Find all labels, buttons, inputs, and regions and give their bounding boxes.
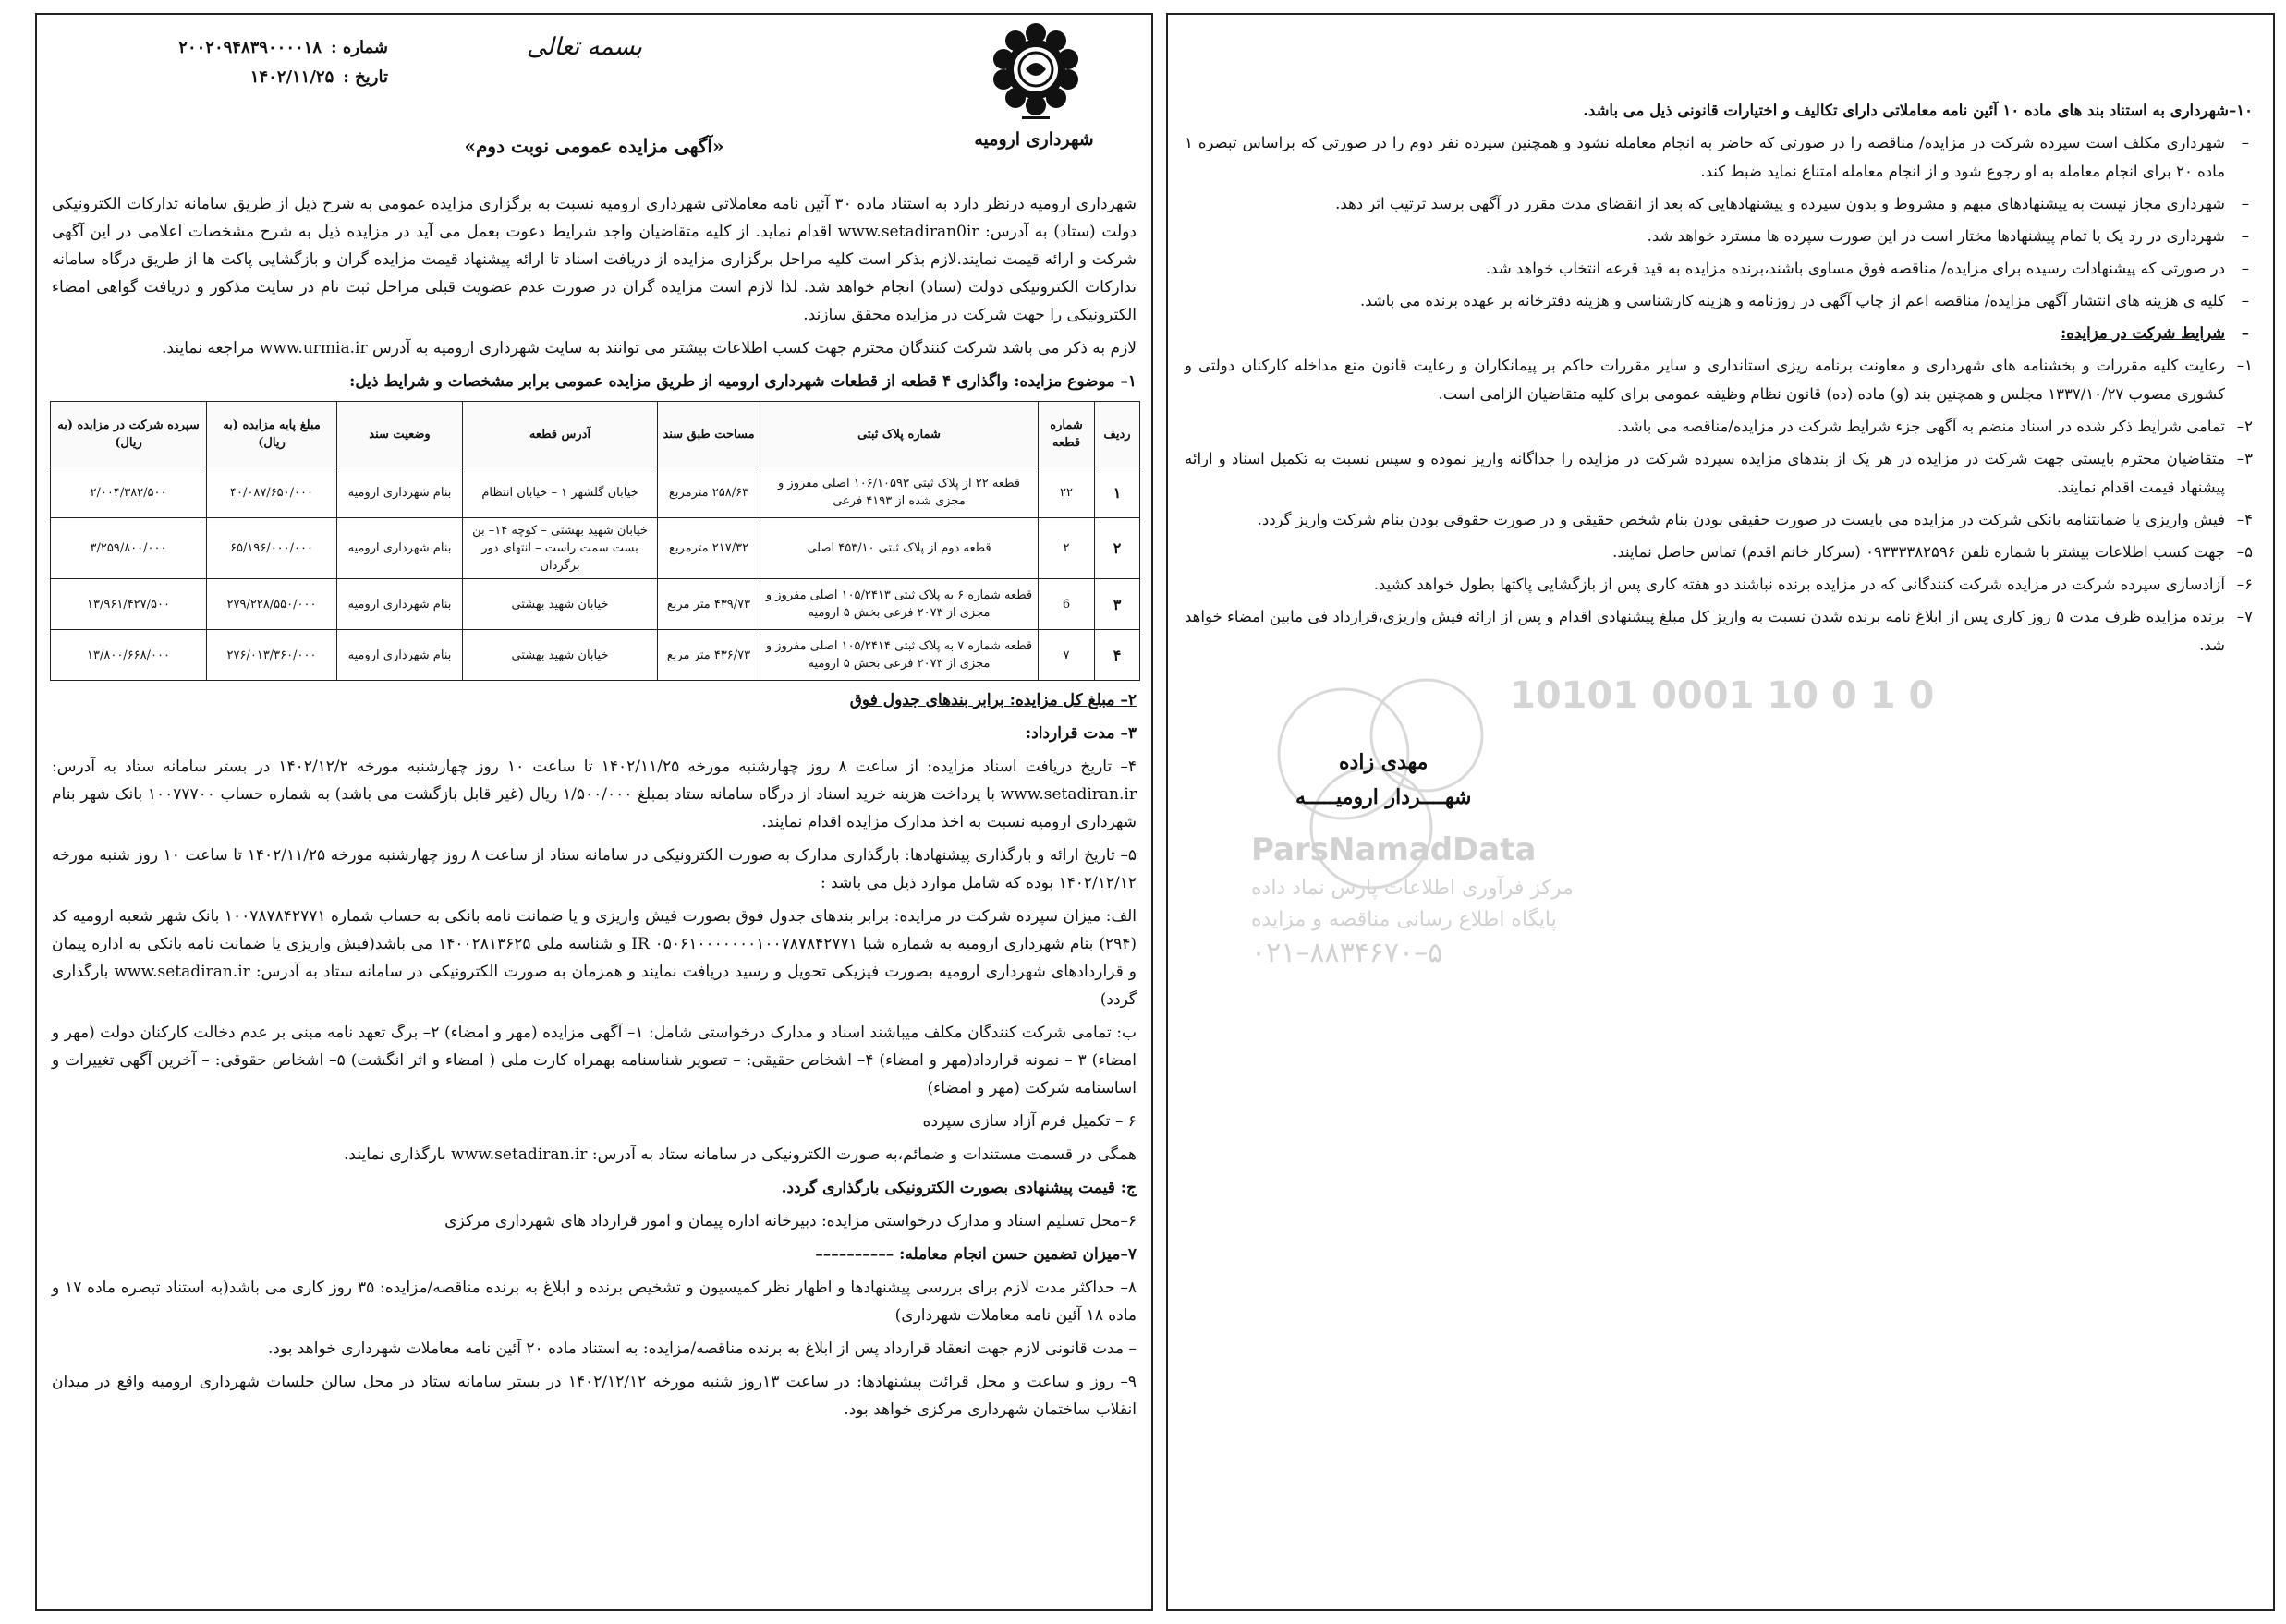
- condition-number: ۷–: [2236, 608, 2253, 625]
- col-deed-status: وضعیت سند: [337, 402, 463, 467]
- cell-row: ۱: [1095, 467, 1140, 518]
- condition-text: فیش واریزی یا ضمانتنامه بانکی شرکت در مزایده می بایست در صورت حقیقی بودن بنام شخص حقیقی و در صورت حقوقی بودن بنام شرکت واریز گردد.: [1257, 511, 2225, 528]
- auction-notice-page-2: [1166, 13, 2275, 1611]
- date-value: ۱۴۰۲/۱۱/۲۵: [249, 67, 334, 87]
- condition-text: آزادسازی سپرده شرکت در مزایده شرکت کنندگانی که در مزایده برنده نباشند دو هفته کاری پس از بازگشایی پاکتها بطول خواهد کشید.: [1373, 576, 2225, 593]
- duty-item: – شهرداری مجاز نیست به پیشنهادهای مبهم و مشروط و بدون سپرده و پیشنهادهایی که بعد از انقضای مدت مقرر در آگهی برسد ترتیب اثر دهد.: [1185, 189, 2253, 218]
- duty-item: – شهرداری مکلف است سپرده شرکت در مزایده/ مناقصه را در صورتی که حاضر به انجام معامله نشود و همچنین سپرده نفر دوم را در صورتی که براساس تبصره ۱ ماده ۲۰ برای انجام معامله به او رجوع شود و از انجام معامله امتناع نماید ضبط کند.: [1185, 128, 2253, 186]
- cell-registry-plate: قطعه ۲۲ از پلاک ثبتی ۱۰۶/۱۰۵۹۳ اصلی مفروز و مجزی شده از ۴۱۹۳ فرعی: [760, 467, 1039, 518]
- municipality-logo-icon: [985, 20, 1087, 131]
- condition-text: برنده مزایده ظرف مدت ۵ روز کاری پس از ابلاغ نامه برنده شدن نسبت به واریز کل مبلغ پیشنهادی اقدام و پس از ارائه فیش واریزی،قرارداد فی مابین امضاء خواهد شد.: [1185, 608, 2226, 654]
- clause-4-document-receipt: ۴– تاریخ دریافت اسناد مزایده: از ساعت ۸ روز چهارشنبه مورخه ۱۴۰۲/۱۱/۲۵ تا ساعت ۱۰ روز چهارشنبه مورخه ۱۴۰۲/۱۲/۲ در بستر سامانه ستاد به آدرس: www.setadiran.ir با پرداخت هزینه خرید اسناد از درگاه سامانه ستاد بمبلغ ۱/۵۰۰/۰۰۰ ریال (غیر قابل بازگشت می باشد) به شماره حساب ۱۰۰۷۷۷۰۰ بانک شهر بنام شهرداری ارومیه نسبت به اخذ مدارک مزایده اقدام نمایند.: [52, 757, 1137, 831]
- condition-item: [1185, 412, 2253, 441]
- bismillah-heading: بسمه تعالی: [527, 33, 642, 61]
- auction-items-table: [50, 401, 1140, 681]
- municipality-name: شهرداری ارومیه: [974, 129, 1094, 150]
- clause-10-heading: ۱۰–شهرداری به استناد بند های ماده ۱۰ آئین نامه معاملاتی دارای تکالیف و اختیارات قانونی ذیل می باشد.: [1583, 102, 2253, 119]
- parsnamad-watermark: [1233, 652, 1935, 985]
- col-base-price: مبلغ پایه مزایده (به ریال): [207, 402, 337, 467]
- condition-item: [1185, 602, 2253, 660]
- cell-area: ۲۵۸/۶۳ مترمربع: [658, 467, 760, 518]
- col-area: مساحت طبق سند: [658, 402, 760, 467]
- number-value: ۲۰۰۲۰۹۴۸۳۹۰۰۰۰۱۸: [178, 38, 322, 57]
- cell-row: ۳: [1095, 579, 1140, 630]
- condition-item: [1185, 351, 2253, 408]
- cell-row: ۴: [1095, 630, 1140, 681]
- notice-clauses: [37, 686, 1151, 1424]
- cell-deed-status: بنام شهرداری ارومیه: [337, 518, 463, 579]
- clause-5-submission: ۵– تاریخ ارائه و بارگذاری پیشنهادها: بارگذاری مدارک به صورت الکترونیکی در سامانه ستاد از ساعت ۸ روز چهارشنبه مورخه ۱۴۰۲/۱۱/۲۵ تا ساعت ۱۰ روز شنبه مورخه ۱۴۰۲/۱۲/۱۲ بوده که شامل موارد ذیل می باشد :: [52, 846, 1137, 892]
- clause-5b-upload: همگی در قسمت مستندات و ضمائم،به صورت الکترونیکی در سامانه ستاد به آدرس: www.setadiran.ir بارگذاری نمایند.: [344, 1145, 1137, 1164]
- watermark-phone: ۰۲۱–۸۸۳۴۶۷۰–۵: [1251, 937, 1443, 969]
- condition-number: ۳–: [2236, 450, 2253, 467]
- notice-title: «آگهی مزایده عمومی نوبت دوم»: [464, 135, 724, 157]
- cell-plot-no: ۲۲: [1039, 467, 1095, 518]
- condition-item: [1185, 444, 2253, 502]
- condition-item: [1185, 538, 2253, 566]
- clause-6-delivery-place: ۶–محل تسلیم اسناد و مدارک درخواستی مزایده: دبیرخانه اداره پیمان و امور قرارداد های شهرداری مرکزی: [444, 1212, 1137, 1230]
- condition-text: رعایت کلیه مقررات و بخشنامه های شهرداری و معاونت برنامه ریزی استانداری و سایر مقررات حاکم بر پیمانکاران و رعایت قانون منع مداخله کارکنان دولتی و کشوری مصوب ۱۳۳۷/۱۰/۲۷ مجلس و همچنین بند (و) ماده (ده) قانون نظام وظیفه عمومی برای کلیه متقاضیان الزامی است.: [1185, 357, 2225, 403]
- signer-title: شهــــردار ارومیـــــه: [1295, 785, 1472, 809]
- notice-continuation: [1168, 15, 2273, 660]
- conditions-heading: – شرایط شرکت در مزایده:: [1185, 319, 2253, 347]
- cell-plot-no: ۷: [1039, 630, 1095, 681]
- clause-7-guarantee: ۷–میزان تضمین حسن انجام معامله: ––––––––––: [815, 1245, 1137, 1264]
- cell-registry-plate: قطعه شماره ۶ به پلاک ثبتی ۱۰۵/۲۴۱۳ اصلی مفروز و مجزی از ۲۰۷۳ فرعی بخش ۵ ارومیه: [760, 579, 1039, 630]
- cell-registry-plate: قطعه شماره ۷ به پلاک ثبتی ۱۰۵/۲۴۱۴ اصلی مفروز و مجزی از ۲۰۷۳ فرعی بخش ۵ ارومیه: [760, 630, 1039, 681]
- clause-3-contract-term: ۳– مدت قرارداد:: [1025, 724, 1137, 743]
- condition-number: ۶–: [2236, 576, 2253, 593]
- cell-deposit: ۳/۲۵۹/۸۰۰/۰۰۰: [51, 518, 207, 579]
- duty-item: – شهرداری در رد یک یا تمام پیشنهادها مختار است در این صورت سپرده ها مسترد خواهد شد.: [1185, 222, 2253, 250]
- duty-item: – در صورتی که پیشنهادات رسیده برای مزایده/ مناقصه فوق مساوی باشند،برنده مزایده به قید قرعه انتخاب خواهد شد.: [1185, 254, 2253, 283]
- clause-5a-deposit: الف: میزان سپرده شرکت در مزایده: برابر بندهای جدول فوق بصورت فیش واریزی و یا ضمانت نامه بانکی به حساب شماره ۱۰۰۷۸۷۸۴۲۷۷۱ بانک شهر شعبه ارومیه کد (۲۹۴) بنام شهرداری ارومیه به شماره شبا IR ۰۵۰۶۱۰۰۰۰۰۰۰۱۰۰۷۸۷۸۴۲۷۷۱ و شناسه ملی ۱۴۰۰۲۸۱۳۶۲۵ می باشد(فیش واریزی یا ضمانت نامه بانکی به اداره پیمان و قراردادهای شهرداری ارومیه بصورت فیزیکی تحویل و رسید دریافت نمایند و همزمان به صورت الکترونیکی در سامانه ستاد به آدرس: www.setadiran.ir بارگذاری گردد): [52, 907, 1137, 1009]
- number-label: شماره :: [330, 38, 388, 57]
- condition-number: ۴–: [2236, 511, 2253, 528]
- cell-base-price: ۴۰/۰۸۷/۶۵۰/۰۰۰: [207, 467, 337, 518]
- cell-area: ۴۳۶/۷۳ متر مربع: [658, 630, 760, 681]
- table-row: [51, 518, 1140, 579]
- condition-number: ۲–: [2236, 418, 2253, 435]
- watermark-digits: 10101 0001 10 0 1 0: [1510, 674, 1935, 717]
- watermark-line1: مرکز فرآوری اطلاعات پارس نماد داده: [1251, 877, 1574, 900]
- cell-base-price: ۲۷۹/۲۲۸/۵۵۰/۰۰۰: [207, 579, 337, 630]
- cell-row: ۲: [1095, 518, 1140, 579]
- col-registry-plate: شماره پلاک ثبتی: [760, 402, 1039, 467]
- clause-8-review-period: ۸– حداکثر مدت لازم برای بررسی پیشنهادها و اظهار نظر کمیسیون و تشخیص برنده و ابلاغ به برنده مناقصه/مزایده: ۳۵ روز کاری می باشد(به استناد تبصره ماده ۱۷ و ماده ۱۸ آئین نامه معاملات شهرداری): [52, 1279, 1137, 1325]
- duty-item: – کلیه ی هزینه های انتشار آگهی مزایده/ مناقصه اعم از چاپ آگهی در روزنامه و هزینه کارشناسی و هزینه دفترخانه بر عهده برنده می باشد.: [1185, 286, 2253, 315]
- cell-registry-plate: قطعه دوم از پلاک ثبتی ۴۵۳/۱۰ اصلی: [760, 518, 1039, 579]
- clause-5b-documents: ب: تمامی شرکت کنندگان مکلف میباشند اسناد و مدارک درخواستی شامل: ۱– آگهی مزایده (مهر و امضاء) ۲– برگ تعهد نامه مبنی بر عدم دخالت کارکنان دولت (مهر و امضاء) ۳ – نمونه قرارداد(مهر و امضاء) ۴– اشخاص حقیقی: – تصویر شناسنامه بهمراه کارت ملی ( امضاء و اثر انگشت) ۵– اشخاص حقوقی: – آخرین آگهی تغییرات و اساسنامه شرکت (مهر و امضاء): [52, 1024, 1137, 1097]
- cell-address: خیابان شهید بهشتی: [463, 630, 658, 681]
- cell-deed-status: بنام شهرداری ارومیه: [337, 467, 463, 518]
- cell-deed-status: بنام شهرداری ارومیه: [337, 630, 463, 681]
- col-deposit: سپرده شرکت در مزایده (به ریال): [51, 402, 207, 467]
- cell-plot-no: 6: [1039, 579, 1095, 630]
- col-plot-no: شماره قطعه: [1039, 402, 1095, 467]
- clause-9-opening: ۹– روز و ساعت و محل قرائت پیشنهادها: در ساعت ۱۳روز شنبه مورخه ۱۴۰۲/۱۲/۱۲ در بستر سامانه ستاد در محل سالن جلسات شهرداری ارومیه واقع در میدان انقلاب ساختمان شهرداری مرکزی خواهد بود.: [52, 1373, 1137, 1419]
- date-label: تاریخ :: [343, 67, 388, 87]
- cell-deposit: ۱۳/۸۰۰/۶۶۸/۰۰۰: [51, 630, 207, 681]
- condition-text: جهت کسب اطلاعات بیشتر با شماره تلفن ۰۹۳۳۳۳۸۲۵۹۶ (سرکار خانم اقدم) تماس حاصل نمایند.: [1612, 543, 2225, 561]
- condition-item: [1185, 505, 2253, 534]
- cell-area: ۴۳۹/۷۳ متر مربع: [658, 579, 760, 630]
- notice-body: [37, 190, 1151, 395]
- signer-name: مهدی زاده: [1339, 750, 1429, 774]
- condition-item: [1185, 570, 2253, 599]
- table-row: [51, 579, 1140, 630]
- condition-text: متقاضیان محترم بایستی جهت شرکت در مزایده در هر یک از بندهای مزایده سپرده شرکت در مزایده را جداگانه واریز نموده و سپس نسبت به تکمیل اسناد و ارائه پیشنهاد قیمت اقدام نمایند.: [1185, 450, 2225, 496]
- cell-address: خیابان گلشهر ۱ – خیابان انتظام: [463, 467, 658, 518]
- col-row: ردیف: [1095, 402, 1140, 467]
- clause-5c-price: ج: قیمت پیشنهادی بصورت الکترونیکی بارگذاری گردد.: [781, 1179, 1137, 1197]
- website-paragraph: لازم به ذکر می باشد شرکت کنندگان محترم جهت کسب اطلاعات بیشتر می توانند به سایت شهرداری ارومیه به آدرس www.urmia.ir مراجعه نمایند.: [162, 339, 1137, 358]
- cell-area: ۲۱۷/۳۲ مترمربع: [658, 518, 760, 579]
- col-address: آدرس قطعه: [463, 402, 658, 467]
- cell-deposit: ۱۳/۹۶۱/۴۲۷/۵۰۰: [51, 579, 207, 630]
- auction-notice-page: [35, 13, 1153, 1611]
- table-header-row: [51, 402, 1140, 467]
- cell-plot-no: ۲: [1039, 518, 1095, 579]
- table-row: [51, 467, 1140, 518]
- cell-address: خیابان شهید بهشتی: [463, 579, 658, 630]
- clause-5b6-release-form: ۶ – تکمیل فرم آزاد سازی سپرده: [922, 1112, 1137, 1131]
- clause-8-legal-period: – مدت قانونی لازم جهت انعقاد قرارداد پس از ابلاغ به برنده مناقصه/مزایده: به استناد ماده ۲۰ آئین نامه معاملات شهرداری خواهد بود.: [267, 1339, 1137, 1358]
- watermark-line2: پایگاه اطلاع رسانی مناقصه و مزایده: [1251, 908, 1557, 931]
- cell-deposit: ۲/۰۰۴/۳۸۲/۵۰۰: [51, 467, 207, 518]
- subject-paragraph: ۱– موضوع مزایده: واگذاری ۴ قطعه از قطعات شهرداری ارومیه از طریق مزایده عمومی برابر مشخصات و شرایط ذیل:: [349, 372, 1137, 391]
- letter-meta: [92, 33, 388, 92]
- notice-header: [37, 15, 1151, 190]
- cell-base-price: ۲۷۶/۰۱۳/۳۶۰/۰۰۰: [207, 630, 337, 681]
- clause-2-total-amount: ۲– مبلغ کل مزایده: برابر بندهای جدول فوق: [849, 691, 1137, 709]
- watermark-brand: ParsNamadData: [1251, 831, 1537, 868]
- signature-block: [1295, 745, 1472, 815]
- condition-number: ۵–: [2236, 543, 2253, 561]
- cell-deed-status: بنام شهرداری ارومیه: [337, 579, 463, 630]
- cell-address: خیابان شهید بهشتی – کوچه ۱۴– بن بست سمت راست – انتهای دور برگردان: [463, 518, 658, 579]
- cell-base-price: ۶۵/۱۹۶/۰۰۰/۰۰۰: [207, 518, 337, 579]
- condition-number: ۱–: [2236, 357, 2253, 374]
- condition-text: تمامی شرایط ذکر شده در اسناد منضم به آگهی جزء شرایط شرکت در مزایده/مناقصه می باشد.: [1617, 418, 2225, 435]
- intro-paragraph: شهرداری ارومیه درنظر دارد به استناد ماده ۳۰ آئین نامه معاملاتی شهرداری ارومیه نسبت به برگزاری مزایده عمومی به شرح ذیل از طریق سامانه تدارکات الکترونیکی دولت (ستاد) به آدرس: www.setadiran0ir اقدام نماید. از کلیه متقاضیان واجد شرایط دعوت بعمل می آید در مزایده ذیل به شرح مشخصات اعلامی در این آگهی شرکت و ارائه قیمت نمایند.لازم بذکر است کلیه مراحل برگزاری مزایده از دریافت اسناد تا ارائه پیشنهاد قیمت مزایده گران و بازگشایی پاکت ها از طریق درگاه سامانه تدارکات الکترونیکی دولت (ستاد) انجام خواهد شد. لذا لازم است مزایده گران در صورت عدم عضویت قبلی مراحل ثبت نام در سایت مذکور و دریافت گواهی امضاء الکترونیکی را جهت شرکت در مزایده محقق سازند.: [52, 195, 1137, 324]
- table-row: [51, 630, 1140, 681]
